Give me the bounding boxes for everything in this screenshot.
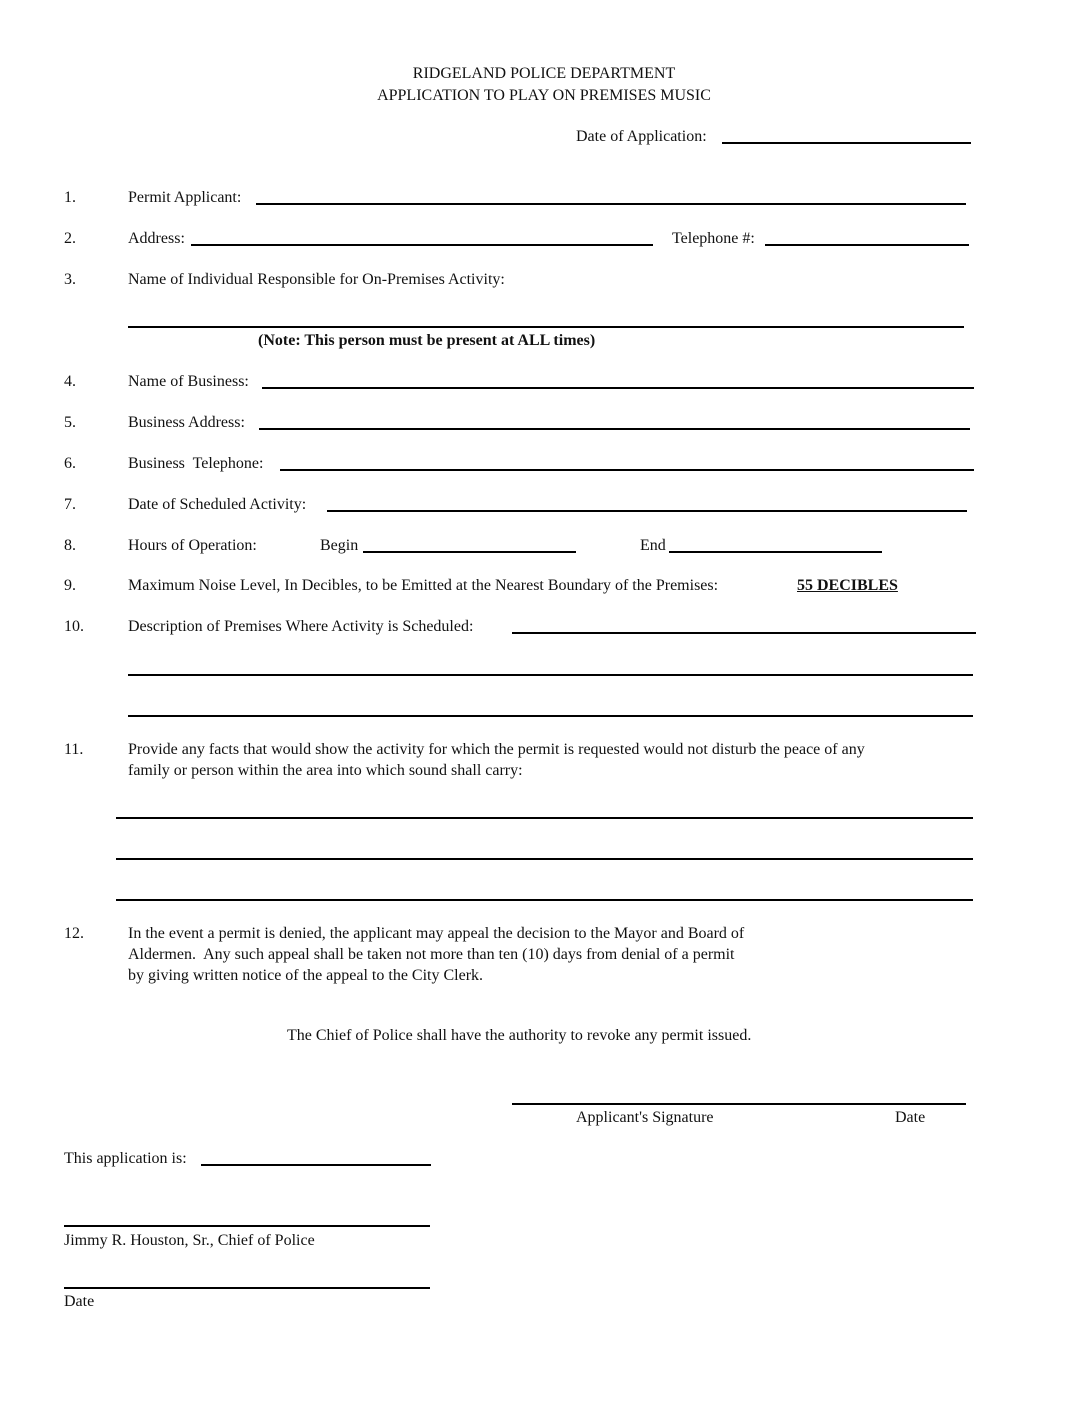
business-name-field[interactable] (262, 387, 974, 389)
item-number: 11. (64, 741, 84, 758)
appeal-text-line1: In the event a permit is denied, the applicant may appeal the decision to the Mayor and Board of (128, 925, 745, 942)
facts-field-line1[interactable] (116, 817, 973, 819)
item-number: 4. (64, 373, 76, 390)
item-number: 2. (64, 230, 76, 247)
scheduled-activity-date-label: Date of Scheduled Activity: (128, 496, 307, 513)
facts-field-line3[interactable] (116, 899, 973, 901)
applicant-signature-label: Applicant's Signature (576, 1109, 714, 1126)
max-noise-level-value: 55 DECIBLES (797, 577, 898, 594)
business-address-field[interactable] (259, 428, 970, 430)
begin-label: Begin (320, 537, 359, 554)
date-of-application-label: Date of Application: (576, 128, 707, 145)
chief-of-police-label: Jimmy R. Houston, Sr., Chief of Police (64, 1232, 315, 1249)
item-number: 10. (64, 618, 84, 635)
appeal-text-line3: by giving written notice of the appeal to the City Clerk. (128, 967, 484, 984)
item-number: 12. (64, 925, 84, 942)
address-field[interactable] (191, 244, 653, 246)
item-number: 3. (64, 271, 76, 288)
date-of-application-field[interactable] (722, 142, 971, 144)
max-noise-level-label: Maximum Noise Level, In Decibles, to be Emitted at the Nearest Boundary of the Premises: (128, 577, 719, 594)
business-telephone-label: Business Telephone: (128, 455, 264, 472)
applicant-signature-field[interactable] (512, 1103, 966, 1105)
item-number: 1. (64, 189, 76, 206)
premises-description-field-line3[interactable] (128, 715, 973, 717)
business-name-label: Name of Business: (128, 373, 249, 390)
item-number: 9. (64, 577, 76, 594)
permit-applicant-field[interactable] (256, 203, 966, 205)
form-title-line1: RIDGELAND POLICE DEPARTMENT (412, 65, 676, 82)
premises-description-field-line2[interactable] (128, 674, 973, 676)
end-time-field[interactable] (669, 551, 882, 553)
responsible-individual-field[interactable] (128, 326, 964, 328)
application-status-field[interactable] (201, 1164, 431, 1166)
begin-time-field[interactable] (363, 551, 576, 553)
responsible-individual-label: Name of Individual Responsible for On-Premises Activity: (128, 271, 505, 288)
premises-description-field-line1[interactable] (512, 632, 976, 634)
chief-date-label: Date (64, 1293, 95, 1310)
chief-date-field[interactable] (64, 1287, 430, 1289)
item-number: 8. (64, 537, 76, 554)
facts-label-line1: Provide any facts that would show the activity for which the permit is requested would not disturb the peace of any (128, 741, 865, 758)
permit-applicant-label: Permit Applicant: (128, 189, 242, 206)
responsible-individual-note: (Note: This person must be present at ALL times) (258, 332, 596, 349)
business-telephone-field[interactable] (280, 469, 974, 471)
facts-field-line2[interactable] (116, 858, 973, 860)
telephone-field[interactable] (765, 244, 969, 246)
scheduled-activity-date-field[interactable] (327, 510, 967, 512)
end-label: End (640, 537, 666, 554)
business-address-label: Business Address: (128, 414, 245, 431)
application-status-label: This application is: (64, 1150, 187, 1167)
address-label: Address: (128, 230, 185, 247)
revoke-notice: The Chief of Police shall have the authority to revoke any permit issued. (287, 1027, 752, 1044)
facts-label-line2: family or person within the area into which sound shall carry: (128, 762, 523, 779)
item-number: 6. (64, 455, 76, 472)
telephone-label: Telephone #: (672, 230, 755, 247)
chief-signature-field[interactable] (64, 1225, 430, 1227)
item-number: 7. (64, 496, 76, 513)
appeal-text-line2: Aldermen. Any such appeal shall be taken not more than ten (10) days from denial of a permit (128, 946, 735, 963)
item-number: 5. (64, 414, 76, 431)
premises-description-label: Description of Premises Where Activity is Scheduled: (128, 618, 474, 635)
applicant-date-label: Date (895, 1109, 926, 1126)
form-title-line2: APPLICATION TO PLAY ON PREMISES MUSIC (377, 87, 711, 104)
hours-of-operation-label: Hours of Operation: (128, 537, 257, 554)
